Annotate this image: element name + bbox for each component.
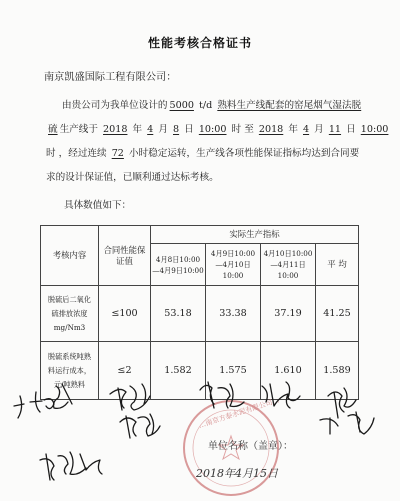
document-title: 性能考核合格证书 [147, 36, 252, 50]
row-value: 1.610 [261, 342, 316, 400]
header-item: 考核内容 [41, 226, 99, 286]
row-value: 53.18 [151, 286, 206, 342]
seal-text: …南京方泰水泥有限公司… [197, 396, 281, 430]
end-month: 4 [303, 124, 310, 135]
start-time: 10:00 [198, 124, 227, 135]
continuous-hours: 72 [111, 148, 124, 159]
paragraph-line-2: 硫 生产线于 2018 年 4 月 8 日 10:00 时 至 2018 年 4 月 11 日 10:00 [48, 124, 389, 135]
end-day: 11 [328, 124, 342, 135]
row-average: 41.25 [316, 286, 359, 342]
row-value: 37.19 [261, 286, 316, 342]
paragraph-line-3: 时 ，经过连续 72 小时稳定运转，生产线各项性能保证指标均达到合同要 [46, 148, 360, 159]
header-period-3: 4月10日10:00 —4月11日10:00 [261, 244, 316, 286]
header-guarantee: 合同性能保证值 [99, 226, 151, 286]
paragraph-line-1: 由贵公司为我单位设计的 5000 t/d 熟料生产线配套的窑尾烟气湿法脱 [62, 100, 362, 111]
row-value: 33.38 [206, 286, 261, 342]
end-time: 10:00 [360, 124, 389, 135]
signing-date: 2018年4月15日 [196, 467, 278, 480]
performance-table [40, 225, 359, 400]
row-value: 1.582 [151, 342, 206, 400]
start-month: 4 [147, 124, 154, 135]
header-average: 平 均 [316, 244, 359, 286]
details-label: 具体数值如下： [64, 200, 132, 211]
paragraph-line-4: 求的设计保证值，已顺利通过达标考核。 [46, 172, 219, 183]
start-year: 2018 [103, 124, 128, 135]
salutation: 南京凯盛国际工程有限公司： [44, 72, 177, 83]
row-name: 脱硫后二氧化 硫排放浓度 mg/Nm3 [41, 286, 99, 342]
header-period-1: 4月8日10:00 —4月9日10:00 [151, 244, 206, 286]
project-name: 熟料生产线配套的窑尾烟气湿法脱 [217, 100, 362, 111]
handwritten-signatures-icon [0, 376, 400, 501]
start-day: 8 [173, 124, 180, 135]
row-name: 脱硫系统吨熟 料运行成本， 元/吨熟料 [41, 342, 99, 400]
header-actual: 实际生产指标 [151, 226, 359, 244]
header-period-2: 4月9日10:00 —4月10日10:00 [206, 244, 261, 286]
row-guarantee: ≤2 [99, 342, 151, 400]
unit-name-label: 单位名称（盖章）： [208, 441, 293, 452]
row-guarantee: ≤100 [99, 286, 151, 342]
row-average: 1.589 [316, 342, 359, 400]
end-year: 2018 [258, 124, 284, 135]
capacity-value: 5000 [169, 100, 194, 111]
table-row [41, 286, 359, 342]
row-value: 1.575 [206, 342, 261, 400]
